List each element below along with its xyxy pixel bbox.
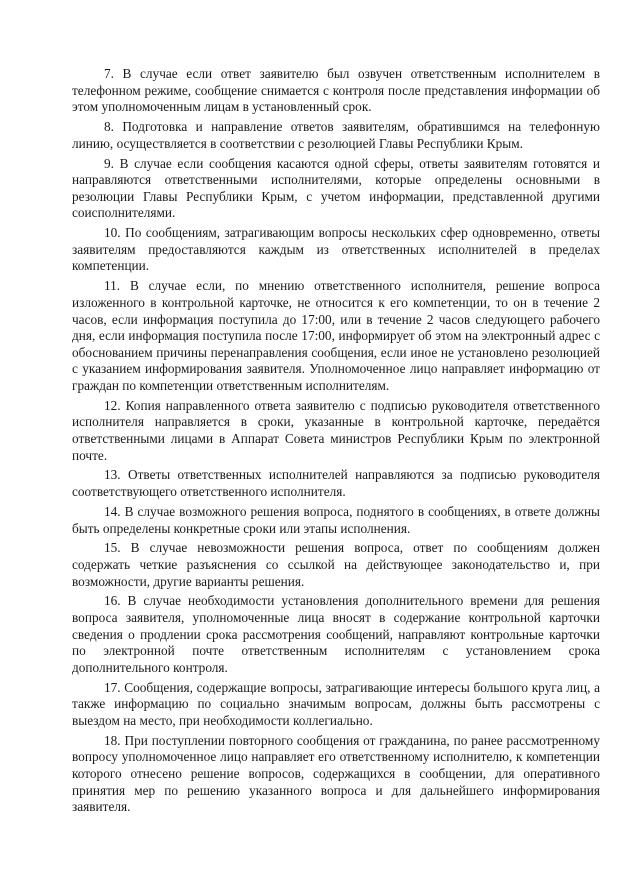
paragraph-15: 15. В случае невозможности решения вопроса, ответ по сообщениям должен содержать четкие разъяснения со ссылкой на действующее законодательство и, при возможности, другие варианты решения. bbox=[72, 540, 600, 589]
paragraph-9: 9. В случае если сообщения касаются одной сферы, ответы заявителям готовятся и направляются ответственными исполнителями, которые определены основными в резолюции Главы Республики Крым, с учетом информации, представленной другими соисполнителями. bbox=[72, 155, 600, 221]
document-body bbox=[72, 66, 600, 819]
paragraph-16: 16. В случае необходимости установления дополнительного времени для решения вопроса заявителя, уполномоченные лица вносят в содержание контрольной карточки сведения о продлении срока рассмотрения сообщений, направляют контрольные карточки по электронной почте ответственным исполнителям с установлением срока дополнительного контроля. bbox=[72, 593, 600, 675]
paragraph-11: 11. В случае если, по мнению ответственного исполнителя, решение вопроса изложенного в контрольной карточке, не относится к его компетенции, то он в течение 2 часов, если информация поступила до 17:00, или в течение 2 часов следующего рабочего дня, если информация поступила после 17:00, информирует об этом на электронный адрес с обоснованием причины перенаправления сообщения, если иное не установлено резолюцией с указанием информирования заявителя. Уполномоченное лицо направляет информацию от граждан по компетенции ответственным исполнителям. bbox=[72, 278, 600, 393]
paragraph-7: 7. В случае если ответ заявителю был озвучен ответственным исполнителем в телефонном режиме, сообщение снимается с контроля после представления информации об этом уполномоченным лицам в установленный срок. bbox=[72, 66, 600, 115]
paragraph-10: 10. По сообщениям, затрагивающим вопросы нескольких сфер одновременно, ответы заявителям предоставляются каждым из ответственных исполнителей в пределах компетенции. bbox=[72, 225, 600, 274]
paragraph-18: 18. При поступлении повторного сообщения от гражданина, по ранее рассмотренному вопросу уполномоченное лицо направляет его ответственному исполнителю, к компетенции которого отнесено решение вопросов, содержащихся в сообщении, для оперативного принятия мер по решению указанного вопроса и для дальнейшего информирования заявителя. bbox=[72, 732, 600, 815]
paragraph-13: 13. Ответы ответственных исполнителей направляются за подписью руководителя соответствующего ответственного исполнителя. bbox=[72, 467, 600, 500]
paragraph-14: 14. В случае возможного решения вопроса, поднятого в сообщениях, в ответе должны быть определены конкретные сроки или этапы исполнения. bbox=[72, 503, 600, 536]
paragraph-8: 8. Подготовка и направление ответов заявителям, обратившимся на телефонную линию, осуществляется в соответствии с резолюцией Главы Республики Крым. bbox=[72, 119, 600, 151]
paragraph-17: 17. Сообщения, содержащие вопросы, затрагивающие интересы большого круга лиц, а также информацию по социально значимым вопросам, должны быть рассмотрены с выездом на место, при необходимости коллегиально. bbox=[72, 679, 600, 728]
paragraph-12: 12. Копия направленного ответа заявителю с подписью руководителя ответственного исполнителя направляется в сроки, указанные в контрольной карточке, передаётся ответственными лицами в Аппарат Совета министров Республики Крым по электронной почте. bbox=[72, 397, 600, 463]
